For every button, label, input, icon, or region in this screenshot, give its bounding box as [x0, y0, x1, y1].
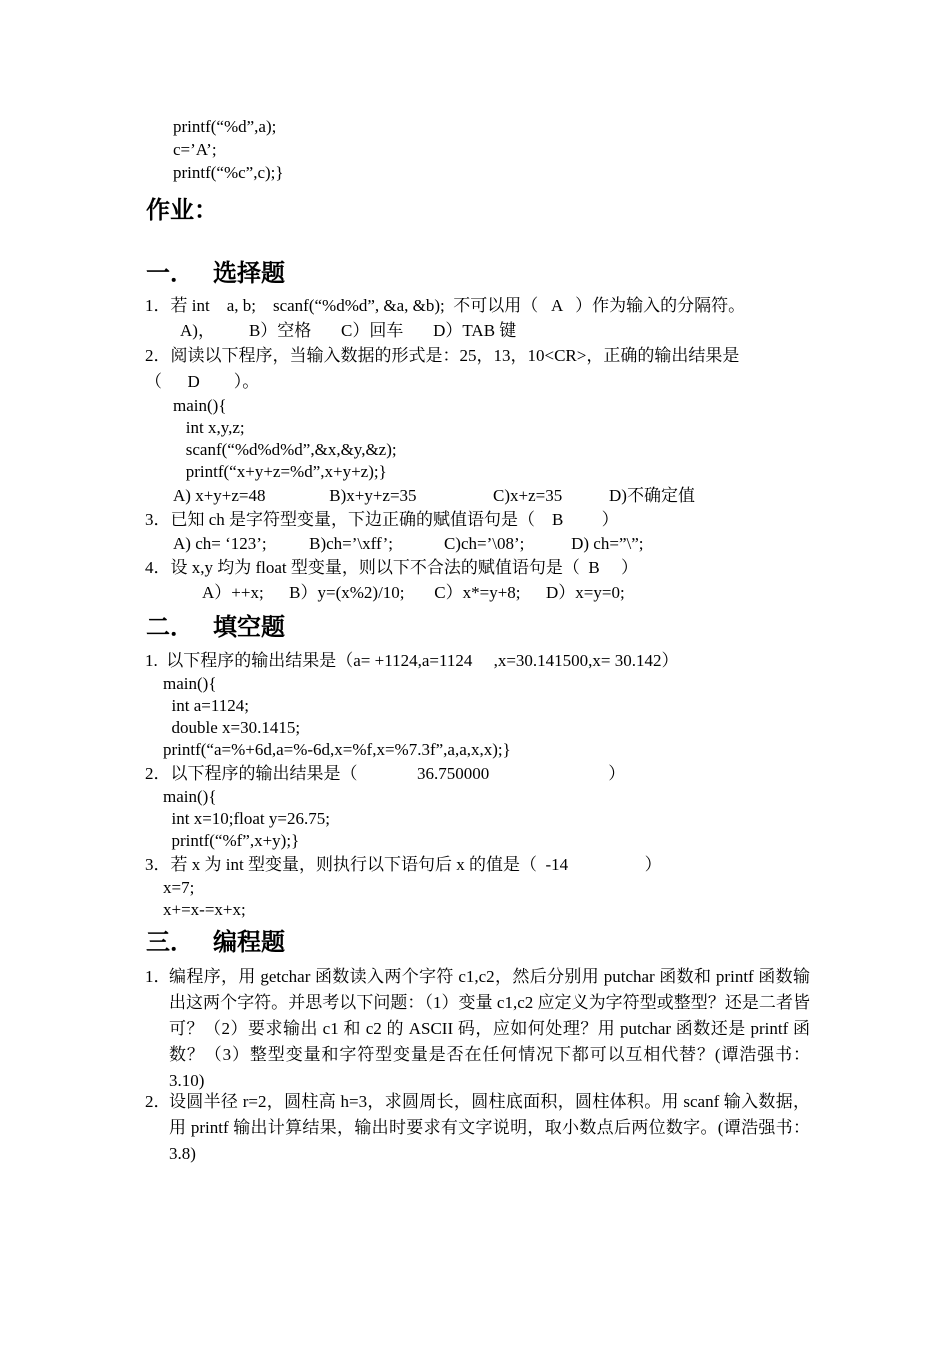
code-line: printf(“%d”,a);: [173, 117, 277, 136]
code-line: printf(“x+y+z=%d”,x+y+z);}: [173, 462, 387, 481]
code-line: int a=1124;: [163, 696, 249, 715]
question-text: （ D ）。: [145, 372, 260, 391]
code-line: int x,y,z;: [173, 418, 245, 437]
question-options: A）++x; B）y=(x%2)/10; C）x*=y+8; D）x=y=0;: [202, 583, 625, 602]
code-line: main(){: [163, 787, 217, 806]
question-number: 2．: [145, 1092, 171, 1111]
section-number: 一．: [146, 259, 194, 287]
question-text: 1. 以下程序的输出结果是（a= +1124,a=1124 ,x=30.141500,x= 30.142）: [145, 651, 679, 670]
question-options: A) ch= ‘123’; B)ch=’\xff’; C)ch=’\08’; D) ch=”\”;: [173, 534, 644, 553]
code-line: double x=30.1415;: [163, 718, 301, 737]
code-line: int x=10;float y=26.75;: [163, 809, 330, 828]
question-paragraph: 设圆半径 r=2，圆柱高 h=3，求圆周长，圆柱底面积，圆柱体积。用 scanf 输入数据，用 printf 输出计算结果，输出时要求有文字说明，取小数点后两位数字。(谭浩强书：3.8): [169, 1092, 810, 1163]
question-text: 2．阅读以下程序，当输入数据的形式是：25，13，10<CR>，正确的输出结果是: [145, 346, 740, 365]
section-title-fill: 填空题: [213, 613, 285, 641]
question-text: 3．已知 ch 是字符型变量，下边正确的赋值语句是（ B ）: [145, 510, 619, 529]
code-line: printf(“%c”,c);}: [173, 163, 284, 182]
question-number: 1．: [145, 967, 171, 986]
question-text: 2．以下程序的输出结果是（ 36.750000 ）: [145, 764, 626, 783]
question-text: 4．设 x,y 均为 float 型变量，则以下不合法的赋值语句是（ B ）: [145, 558, 638, 577]
code-line: printf(“%f”,x+y);}: [163, 831, 300, 850]
code-line: main(){: [173, 396, 227, 415]
section-title-program: 编程题: [213, 928, 285, 956]
code-line: printf(“a=%+6d,a=%-6d,x=%f,x=%7.3f”,a,a,x,x);}: [163, 740, 511, 759]
question-options: A) x+y+z=48 B)x+y+z=35 C)x+z=35 D)不确定值: [173, 486, 695, 505]
code-line: x=7;: [163, 878, 195, 897]
question-text: 1．若 int a, b; scanf(“%d%d”, &a, &b); 不可以用（ A ）作为输入的分隔符。: [145, 296, 746, 315]
code-line: x+=x-=x+x;: [163, 900, 246, 919]
question-options: A)， B）空格 C）回车 D）TAB 键: [180, 321, 517, 340]
code-line: main(){: [163, 674, 217, 693]
homework-heading: 作业：: [146, 196, 218, 224]
section-title-choice: 选择题: [213, 259, 285, 287]
section-number: 二．: [146, 613, 194, 641]
question-text: 3．若 x 为 int 型变量，则执行以下语句后 x 的值是（ -14 ）: [145, 855, 662, 874]
section-number: 三．: [146, 928, 194, 956]
code-line: scanf(“%d%d%d”,&x,&y,&z);: [173, 440, 397, 459]
question-paragraph: 编程序，用 getchar 函数读入两个字符 c1,c2，然后分别用 putchar 函数和 printf 函数输出这两个字符。并思考以下问题：（1）变量 c1,c2 应定义为字符型或整型？还是二者皆可？（2）要求输出 c1 和 c2 的 ASCII 码，应如何处理？用 putchar 函数还是 printf 函数？（3）整型变量和字符型变量是否在任何情况下都可以互相代替？(谭浩强书：3.10): [169, 967, 810, 1090]
code-line: c=’A’;: [173, 140, 217, 159]
